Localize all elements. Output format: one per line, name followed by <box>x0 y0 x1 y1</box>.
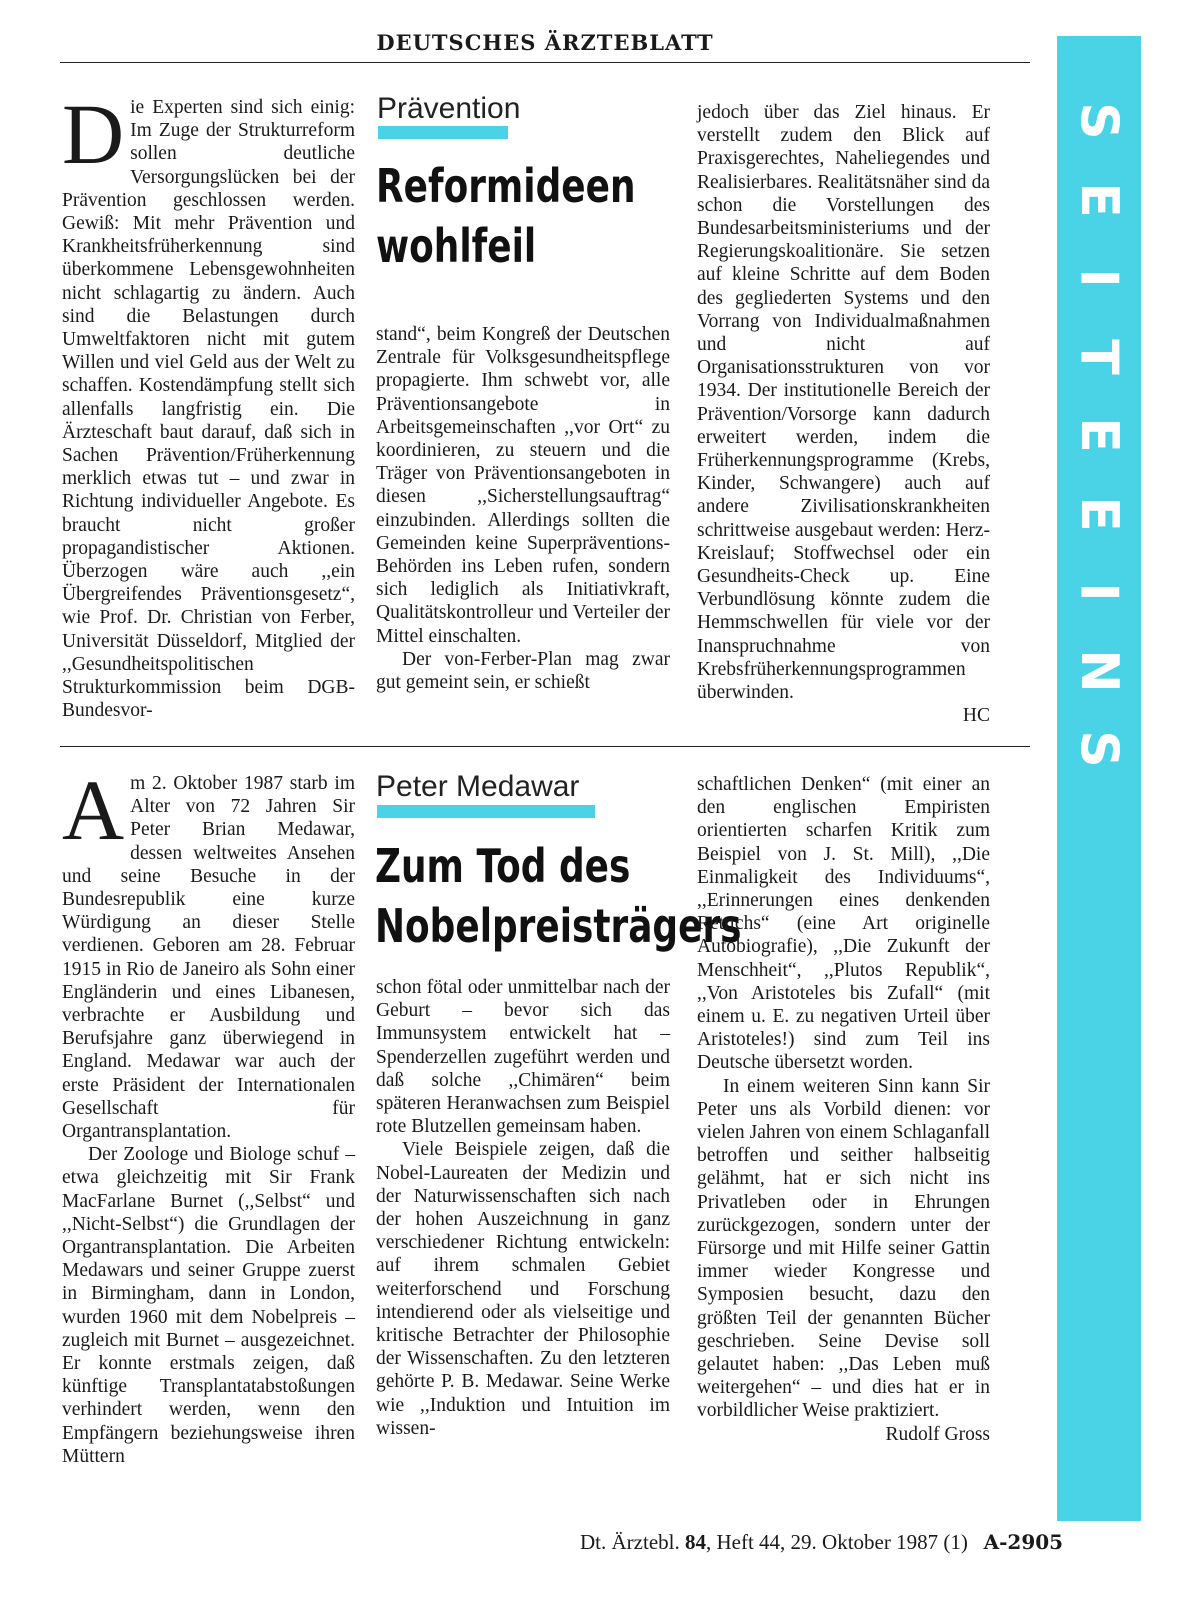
side-letter: T <box>1068 338 1129 375</box>
article2-dropcap: A <box>62 762 125 858</box>
article2-column-3 <box>697 773 990 1446</box>
journal-header: DEUTSCHES ÄRZTEBLATT <box>376 30 714 55</box>
side-letter: E <box>1069 181 1129 218</box>
article2-body-text: m 2. Oktober 1987 starb im Alter von 72 Jahren Sir Peter Brian Medawar, dessen weltweites Ansehen und seine Besuche in der Bundesrepublik eine kurze Würdigung an dieser Stelle verdienen. Geboren am 28. Februar 1915 in Rio de Janeiro als Sohn einer Engländerin und eines Libanesen, verbrachte er Ausbildung und Berufsjahre ganz überwiegend in England. Medawar war auch der erste Präsident der Internationalen Gesellschaft für Organtransplantation. <box>62 773 355 1143</box>
article2-column-2 <box>376 976 670 1440</box>
article1-paragraph: stand“, beim Kongreß der Deutschen Zentrale für Volksgesundheitspflege propagierte. Ihm schwebt vor, alle Präventionsangebote in Arbeitsgemeinschaften ,,vor Ort“ zu koordinieren, zu steuern und die Träger von Präventionsangeboten in diesen ,,Sicherstellungsauftrag“ einzubinden. Allerdings sollten die Gemeinden keine Superpräventions-Behörden ins Leben rufen, sondern sich lediglich als Initiativkraft, Qualitätskontrolleur und Verteiler der Mittel einschalten. <box>376 324 670 647</box>
article1-headline-line1: Reformideen <box>376 159 636 213</box>
side-letter: I <box>1068 268 1129 288</box>
article2-headline-line2: Nobelpreisträgers <box>375 899 742 953</box>
article-divider <box>60 746 1030 747</box>
side-letter: E <box>1069 417 1129 453</box>
article2-signature: Rudolf Gross <box>885 1423 990 1445</box>
article1-body-text: ie Experten sind sich einig: Im Zuge der Strukturreform sollen deutliche Versorgungslücken bei der Prävention geschlossen werden. Gewiß: Mit mehr Prävention und Krankheitsfrüherkennung sind überkommene Lebensgewohnheiten nicht schlagartig zu ändern. Auch sind die Belastungen durch Umweltfaktoren nicht mit gutem Willen und viel Geld aus der Welt zu schaffen. Kostendämpfung stellt sich allenfalls langfristig ein. Die Ärzteschaft baut darauf, daß sich in Sachen Prävention/Früherkennung merklich etwas tut – und zwar in Richtung individueller Angebote. Es braucht nicht großer propagandistischer Aktionen. Überzogen wäre auch ,,ein Übergreifendes Präventionsgesetz“, wie Prof. Dr. Christian von Ferber, Universität Düsseldorf, Mitglied der ,,Gesundheitspolitischen Strukturkommission beim DGB-Bundesvor- <box>62 97 355 722</box>
header-rule <box>60 62 1030 63</box>
article1-headline-line2: wohlfeil <box>376 219 537 273</box>
side-letter: I <box>1068 582 1129 602</box>
article2-paragraph: schaftlichen Denken“ (mit einer an den englischen Empiristen orientierten scharfen Kritik zum Beispiel von J. St. Mill), ,,Die Einmaligkeit des Individuums“, ,,Erinnerungen eines denkenden Rettichs“ (eine Art originelle Autobiografie), ,,Die Zukunft der Menschheit“, ,,Plutos Republik“, ,,Von Aristoteles bis Zufall“ (mit einem u. E. zu negativen Urteil über Aristoteles!) sind zum Teil ins Deutsche übersetzt worden. <box>697 774 990 1074</box>
footer-page-number: A-2905 <box>983 1530 1064 1554</box>
article2-kicker: Peter Medawar <box>376 770 580 803</box>
article1-dropcap: D <box>62 86 125 182</box>
article1-column-3 <box>697 101 990 727</box>
article2-paragraph: In einem weiteren Sinn kann Sir Peter uns als Vorbild dienen: vor vielen Jahren von einem Schlaganfall betroffen und seither halbseitig gelähmt, hat er sich nicht ins Privatleben oder in Ehrungen zurückgezogen, sondern unter der Fürsorge und mit Hilfe seiner Gattin immer wieder Kongresse und Symposien besucht, dazu den größten Teil der genannten Bücher geschrieben. Seine Devise soll gelautet haben: ,,Das Leben muß weitergehen“ – und dies hat er in vorbildlicher Weise praktiziert. <box>697 1075 990 1422</box>
page-footer <box>580 1530 1063 1555</box>
side-letter: S <box>1068 730 1129 768</box>
footer-journal: Dt. Ärztebl. <box>580 1530 680 1554</box>
article1-signature: HC <box>962 705 990 727</box>
article1-paragraph: Der von-Ferber-Plan mag zwar gut gemeint sein, er schießt <box>376 648 670 694</box>
article2-headline-line1: Zum Tod des <box>375 839 631 893</box>
article2-headline <box>375 836 742 956</box>
article1-kicker: Prävention <box>377 92 521 125</box>
article2-paragraph: Der Zoologe und Biologe schuf – etwa gleichzeitig mit Sir Frank MacFarlane Burnet (,,Selbst“ und ,,Nicht-Selbst“) die Grundlagen der Organtransplantation. Die Arbeiten Medawars und seiner Gruppe zuerst in Birmingham, dann in London, wurden 1960 mit dem Nobelpreis – zugleich mit Burnet – ausgezeichnet. Er konnte erstmals zeigen, daß künftige Transplantatabstoßungen verhindert werden, wenn den Empfängern beziehungsweise ihren Müttern <box>62 1144 355 1467</box>
article2-paragraph: Viele Beispiele zeigen, daß die Nobel-Laureaten der Medizin und der Naturwissenschaften sich nach der hohen Auszeichnung in ganz verschiedener Richtung entwickeln: auf ihrem schmalen Gebiet weiterforschend und Forschung intendierend oder als vielseitige und kritische Betrachter der Philosophie der Wissenschaften. Zu den letzteren gehörte P. B. Medawar. Seine Werke wie ,,Induktion und Intuition im wissen- <box>376 1139 670 1439</box>
article2-paragraph: schon fötal oder unmittelbar nach der Geburt – bevor sich das Immunsystem entwickelt hat – Spenderzellen zugeführt werden und daß solche ,,Chimären“ beim späteren Heranwachsen zum Beispiel rote Blutzellen gemeinsam haben. <box>376 977 670 1138</box>
footer-issue: , Heft 44, 29. Oktober 1987 (1) <box>705 1530 968 1554</box>
article1-column-1 <box>62 86 355 722</box>
side-banner-letters <box>1057 95 1141 775</box>
side-letter: E <box>1069 495 1129 532</box>
side-letter: N <box>1069 648 1129 693</box>
article1-kicker-bar <box>378 126 508 139</box>
article2-kicker-bar <box>377 805 595 818</box>
article2-column-1 <box>62 762 355 1468</box>
article1-column-2 <box>376 323 670 694</box>
footer-volume: 84 <box>684 1530 706 1554</box>
side-letter: S <box>1068 102 1129 140</box>
article1-headline <box>376 156 636 276</box>
article1-paragraph: jedoch über das Ziel hinaus. Er verstellt zudem den Blick auf Praxisgerechtes, Naheliegendes und Realisierbares. Realitätsnäher sind da schon die Vorstellungen des Bundesarbeitsministeriums und der Regierungskoalitionäre. Sie setzen auf kleine Schritte auf dem Boden des gegliederten Systems und den Vorrang von Individualmaßnahmen und nicht auf Organisationsstrukturen von vor 1934. Der institutionelle Bereich der Prävention/Vorsorge kann dadurch erweitert werden, indem die Früherkennungsprogramme (Krebs, Kinder, Schwangere) auch auf andere Zivilisationskrankheiten schrittweise ausgebaut werden: Herz-Kreislauf; Stoffwechsel oder ein Gesundheits-Check up. Eine Verbundlösung könnte zudem die Hemmschwellen für viele vor der Inanspruchnahme von Krebsfrüherkennungsprogrammen überwinden. <box>697 102 990 704</box>
